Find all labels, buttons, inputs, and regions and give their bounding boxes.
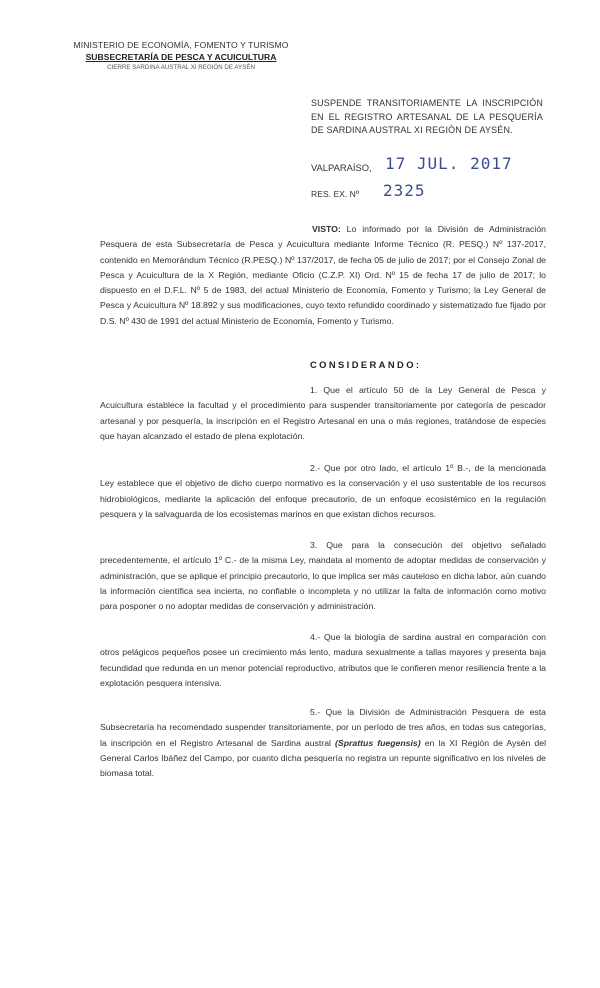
species-name: (Sprattus fuegensis) [335,737,421,748]
ministry-name: MINISTERIO DE ECONOMÍA, FOMENTO Y TURISMO [73,40,289,50]
place-label: VALPARAÍSO, [311,162,372,173]
document-subject: SUSPENDE TRANSITORIAMENTE LA INSCRIPCIÓN EN EL REGISTRO ARTESANAL DE LA PESQUERÍA DE SARDINA AUSTRAL XI REGIÓN DE AYSÉN. [311,98,543,135]
subsecretaria-name: SUBSECRETARÍA DE PESCA Y ACUICULTURA [85,52,277,62]
document-unit-reference: CIERRE SARDINA AUSTRAL XI REGIÓN DE AYSÉN [107,64,255,71]
paragraph-text: 4.- Que la biología de sardina austral en comparación con otros pelágicos pequeños posee un crecimiento más lento, madura sexualmente a tallas mayores y presenta baja fecundidad que redunda en un menor potencial reproductivo, atributos que le confieren menor resiliencia frente a la explotación pesquera intensiva. [100,632,546,688]
paragraph-text: 1. Que el artículo 50 de la Ley General de Pesca y Acuicultura establece la facultad y el procedimiento para suspender transitoriamente por categoría de pescador artesanal y por pesquería, la inscripción en el Registro Artesanal en una o más regiones, tratándose de especies que hayan alcanzado el estado de plena explotación. [100,385,546,441]
considerando-paragraph-1 [100,383,546,444]
visto-text: Lo informado por la División de Administración Pesquera de esta Subsecretaría de Pesca y Acuicultura mediante Informe Técnico (R. PESQ.) Nº 137-2017, contenido en Memorándum Técnico (R.PESQ.) Nº 137/2017, de fecha 05 de julio de 2017; por el Consejo Zonal de Pesca y Acuicultura de la X Región, mediante Oficio (C.Z.P. XI) Ord. Nº 15 de fecha 17 de julio de 2017; lo dispuesto en el D.F.L. Nº 5 de 1983, del actual Ministerio de Economía, Fomento y Turismo; la Ley General de Pesca y Acuicultura Nº 18.892 y sus modificaciones, cuyo texto refundido coordinado y sistematizado fue fijado por D.S. Nº 430 de 1991 del actual Ministerio de Economía, Fomento y Turismo. [100,224,546,326]
stamped-date: 17 JUL. 2017 [385,154,513,173]
paragraph-text: 2.- Que por otro lado, el artículo 1º B.-, de la mencionada Ley establece que el objetivo de dicho cuerpo normativo es la conservación y el uso sustentable de los recursos hidrobiológicos, mediante la aplicación del enfoque precautorio, de un enfoque ecosistémico en la regulación pesquera y la salvaguarda de los ecosistemas marinos en que existan dichos recursos. [100,463,546,519]
visto-label: VISTO: [312,224,341,234]
place-date-row [311,156,551,178]
letterhead [66,40,296,72]
paragraph-text: 3. Que para la consecución del objetivo señalado precedentemente, el artículo 1º C.- de la misma Ley, mandata al momento de adoptar medidas de conservación y administración, que se aplique el principio precautorio, lo que implica ser más cauteloso en dicha labor, aún cuando la información científica sea incierta, no confiable o incompleta y no utilizar la falta de información como motivo para posponer o no adoptar medidas de conservación y administración. [100,540,546,612]
considerando-paragraph-4 [100,630,546,691]
resolution-number-row [311,181,551,206]
considerando-paragraph-3 [100,538,546,614]
visto-paragraph [100,222,546,329]
considerando-paragraph-2 [100,461,546,522]
considerando-heading: CONSIDERANDO: [310,359,422,370]
resolution-label: RES. EX. Nº [311,189,360,199]
paragraph-text: en la XI Región de Aysén del General Carlos Ibáñez del Campo, por cuanto dicha pesquería no registra un repunte significativo en los niveles de biomasa total. [100,737,546,779]
paragraph-text: 5.- Que la División de Administración Pesquera de esta Subsecretaría ha recomendado suspender transitoriamente, por un período de tres años, en todas sus categorías, la inscripción en el Registro Artesanal de Sardina austral [100,707,546,748]
considerando-paragraph-5 [100,705,546,781]
stamped-resolution-number: 2325 [383,181,426,200]
